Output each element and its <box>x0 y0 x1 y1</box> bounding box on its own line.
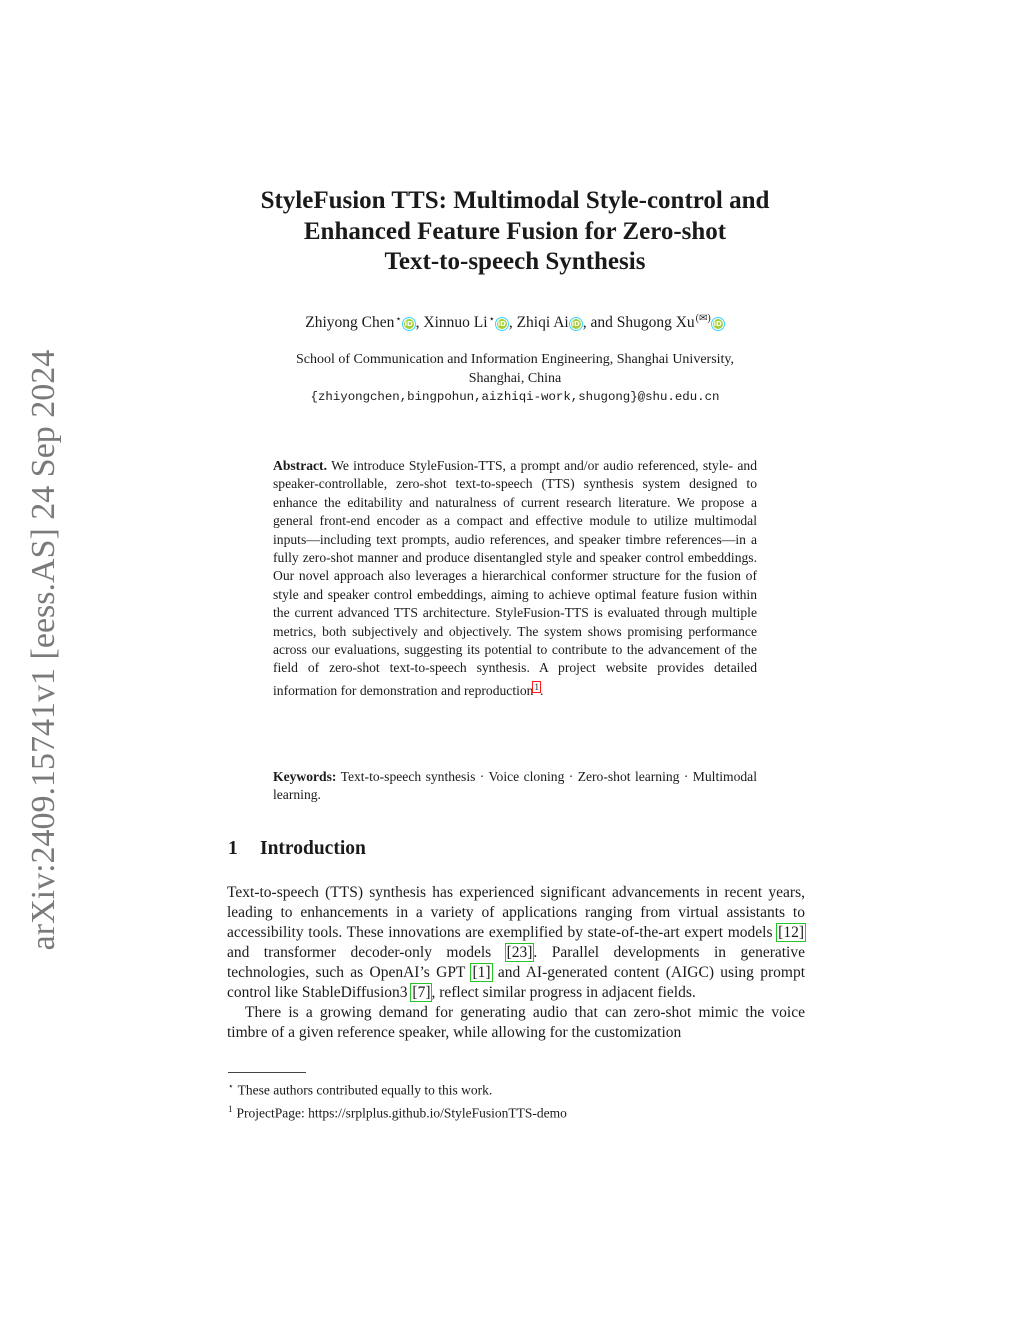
section-heading <box>228 838 366 860</box>
author-emails: {zhiyongchen,bingpohun,aizhiqi-work,shugong}@shu.edu.cn <box>310 390 720 404</box>
orcid-icon[interactable]: iD <box>497 320 506 328</box>
footnote-divider <box>228 1072 306 1073</box>
orcid-icon[interactable]: iD <box>571 320 580 328</box>
paragraph <box>227 883 805 1003</box>
citation-link[interactable]: [1] <box>472 964 491 981</box>
section-number: 1 <box>228 838 238 859</box>
equal-contribution-mark: ⋆ <box>488 314 495 325</box>
citation-link[interactable]: [23] <box>506 944 533 961</box>
abstract-end: . <box>539 682 544 698</box>
footnote-text: These authors contributed equally to this work. <box>237 1082 493 1098</box>
title-line: Enhanced Feature Fusion for Zero-shot <box>303 217 727 245</box>
orcid-icon[interactable]: iD <box>404 320 413 328</box>
footnote-mark: ⋆ <box>228 1081 234 1091</box>
author-separator: , <box>415 314 424 331</box>
paper-title <box>222 186 808 278</box>
abstract-label: Abstract. <box>273 458 327 473</box>
author-name: Shugong Xu <box>616 314 695 331</box>
paragraph-text: , reflect similar progress in adjacent fields. <box>431 984 696 1001</box>
keywords <box>273 768 757 805</box>
affiliation-line: School of Communication and Information Engineering, Shanghai University, <box>295 352 735 367</box>
paragraph: There is a growing demand for generating audio that can zero-shot mimic the voice timbre of a given reference speaker, while allowing for the customization <box>227 1004 805 1041</box>
author-separator: , <box>508 314 517 331</box>
title-line: Text-to-speech Synthesis <box>384 248 646 275</box>
author-name: Zhiyong Chen <box>305 314 395 331</box>
paragraph-text: Text-to-speech (TTS) synthesis has experienced significant advancements in recent years, leading to enhancements in a variety of applications ranging from virtual assistants to accessibility tools. These innovations are exemplified by state-of-the-art expert models <box>227 884 805 941</box>
keywords-label: Keywords: <box>273 769 337 784</box>
footnote <box>228 1077 808 1100</box>
abstract <box>273 457 757 700</box>
corresponding-author-envelope-icon: (✉) <box>695 313 711 324</box>
section-title: Introduction <box>260 838 366 859</box>
footnote-text[interactable]: ProjectPage: https://srplplus.github.io/StyleFusionTTS-demo <box>236 1105 567 1120</box>
arxiv-identifier: arXiv:2409.15741v1 [eess.AS] 24 Sep 2024 <box>25 349 62 951</box>
equal-contribution-mark: ⋆ <box>395 314 402 325</box>
abstract-text: We introduce StyleFusion-TTS, a prompt and/or audio referenced, style- and speaker-controllable, zero-shot text-to-speech (TTS) synthesis system designed to enhance the editability and naturalness of current research literature. We propose a general front-end encoder as a compact and effective module to utilize multimodal inputs—including text prompts, audio references, and speaker timbre references—in a fully zero-shot manner and produce disentangled style and speaker control embeddings. Our novel approach also leverages a hierarchical conformer structure for the fusion of style and speaker control embeddings, aiming to achieve optimal feature fusion within the current advanced TTS architecture. StyleFusion-TTS is evaluated through multiple metrics, both subjectively and objectively. The system shows promising performance across our evaluations, suggesting its potential to contribute to the advancement of the field of zero-shot text-to-speech synthesis. A project website provides detailed information for demonstration and reproduction <box>273 458 757 698</box>
affiliation-line: Shanghai, China <box>468 371 562 386</box>
author-list <box>222 313 808 332</box>
footnote-mark: 1 <box>228 1103 233 1114</box>
footnotes <box>228 1077 808 1122</box>
section-body <box>227 883 805 1043</box>
paragraph-text: . Parallel developments in generative technologies, such as OpenAI’s GPT <box>227 944 805 981</box>
footnote <box>228 1100 808 1123</box>
paragraph-text: and transformer decoder-only models <box>227 944 506 961</box>
footnote-link[interactable]: 1 <box>534 681 539 692</box>
title-line: StyleFusion TTS: Multimodal Style-control and <box>260 187 770 214</box>
affiliation <box>222 350 808 407</box>
paragraph-text: and AI-generated content (AIGC) using prompt control like StableDiffusion3 <box>227 964 805 1001</box>
citation-link[interactable]: [12] <box>778 924 804 941</box>
author-name: Xinnuo Li <box>423 314 488 331</box>
author-separator: , and <box>582 314 617 331</box>
citation-link[interactable]: [7] <box>412 984 431 1001</box>
orcid-icon[interactable]: iD <box>713 320 722 328</box>
author-name: Zhiqi Ai <box>516 314 569 331</box>
keywords-text: Text-to-speech synthesis · Voice cloning · Zero-shot learning · Multimodal learning. <box>273 769 757 803</box>
